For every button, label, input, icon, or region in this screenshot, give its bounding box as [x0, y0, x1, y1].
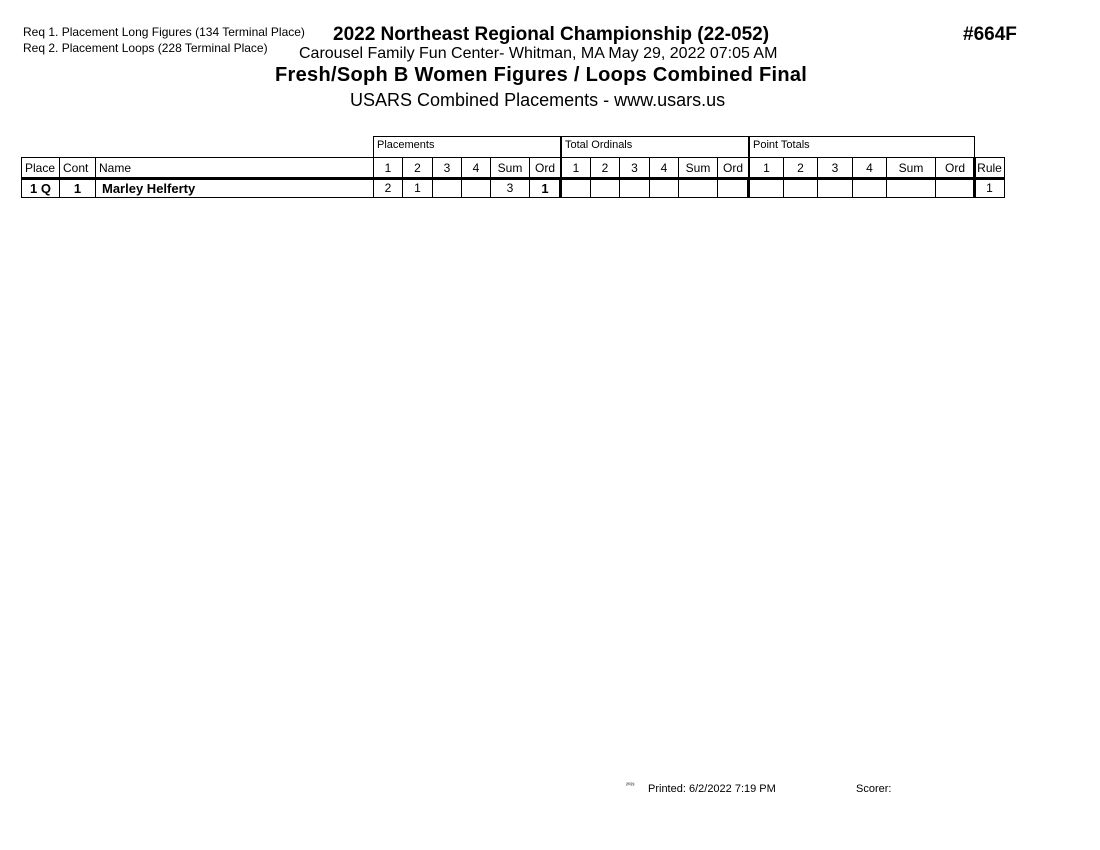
cell-placement-3 — [432, 178, 462, 198]
col-ordinal-3: 3 — [619, 157, 650, 178]
col-ordinal-4: 4 — [649, 157, 679, 178]
col-placement-3: 3 — [432, 157, 462, 178]
col-placement-ord: Ord — [529, 157, 561, 178]
col-points-1: 1 — [749, 157, 784, 178]
cell-points-ord — [935, 178, 975, 198]
cell-points-3 — [817, 178, 853, 198]
col-name: Name — [95, 157, 374, 178]
cell-ordinal-ord — [717, 178, 749, 198]
col-cont: Cont — [59, 157, 96, 178]
col-points-sum: Sum — [886, 157, 936, 178]
section-divider-points — [747, 178, 750, 198]
col-points-4: 4 — [852, 157, 887, 178]
cell-placement-ord: 1 — [529, 178, 561, 198]
section-divider-ordinals — [559, 178, 562, 198]
cell-placement-4 — [461, 178, 491, 198]
section-divider-rule — [973, 157, 976, 198]
cell-placement-1: 2 — [373, 178, 403, 198]
col-ordinal-sum: Sum — [678, 157, 718, 178]
cell-ordinal-2 — [590, 178, 620, 198]
printed-timestamp: Printed: 6/2/2022 7:19 PM — [648, 783, 776, 795]
cell-ordinal-sum — [678, 178, 718, 198]
printer-stamp: ²⁰²³ — [626, 783, 635, 789]
cell-name: Marley Helferty — [95, 178, 374, 198]
cell-ordinal-3 — [619, 178, 650, 198]
col-placement-4: 4 — [461, 157, 491, 178]
cell-points-1 — [749, 178, 784, 198]
header-divider-2 — [21, 179, 1005, 180]
cell-points-2 — [783, 178, 818, 198]
col-ordinal-1: 1 — [561, 157, 591, 178]
cell-rule: 1 — [974, 178, 1005, 198]
col-points-ord: Ord — [935, 157, 975, 178]
event-code: #664F — [963, 24, 1017, 45]
cell-ordinal-1 — [561, 178, 591, 198]
venue-date: Carousel Family Fun Center- Whitman, MA May 29, 2022 07:05 AM — [299, 45, 778, 62]
col-ordinal-2: 2 — [590, 157, 620, 178]
cell-points-sum — [886, 178, 936, 198]
subtitle: USARS Combined Placements - www.usars.us — [350, 90, 726, 110]
col-ordinal-ord: Ord — [717, 157, 749, 178]
group-placements: Placements — [373, 136, 561, 157]
col-rule: Rule — [974, 157, 1005, 178]
championship-title: 2022 Northeast Regional Championship (22-052) — [333, 24, 770, 45]
requirement-2: Req 2. Placement Loops (228 Terminal Place) — [23, 41, 268, 55]
scorer-label: Scorer: — [856, 783, 892, 795]
cell-placement-sum: 3 — [490, 178, 530, 198]
cell-placement-2: 1 — [402, 178, 433, 198]
cell-cont: 1 — [59, 178, 96, 198]
cell-ordinal-4 — [649, 178, 679, 198]
col-placement-2: 2 — [402, 157, 433, 178]
col-points-3: 3 — [817, 157, 853, 178]
event-title: Fresh/Soph B Women Figures / Loops Combined Final — [275, 64, 808, 86]
col-points-2: 2 — [783, 157, 818, 178]
header-divider — [21, 177, 1005, 178]
col-place: Place — [21, 157, 60, 178]
group-total-ordinals: Total Ordinals — [561, 136, 749, 157]
requirement-1: Req 1. Placement Long Figures (134 Terminal Place) — [23, 25, 305, 39]
cell-points-4 — [852, 178, 887, 198]
col-placement-sum: Sum — [490, 157, 530, 178]
cell-place: 1 Q — [21, 178, 60, 198]
col-placement-1: 1 — [373, 157, 403, 178]
group-point-totals: Point Totals — [749, 136, 975, 157]
